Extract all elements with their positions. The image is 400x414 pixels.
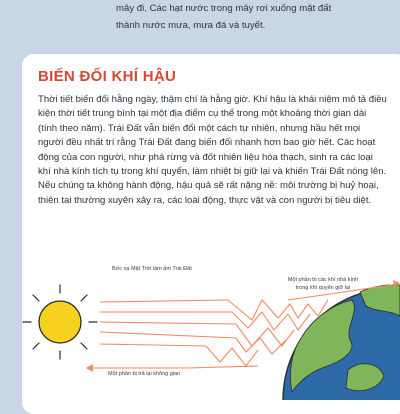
arrow-reflected-out	[90, 366, 258, 368]
label-sun-rays: Bức xạ Mặt Trời làm ấm Trái Đất	[112, 266, 192, 272]
section-title: BIẾN ĐỔI KHÍ HẬU	[38, 68, 177, 85]
intro-line-1: mây đi. Các hạt nước trong mây rơi xuống mặt đất	[116, 3, 332, 14]
arrowhead-left-icon	[86, 364, 93, 372]
arrow-absorbed-1	[100, 322, 294, 346]
arrow-reflected-source	[100, 344, 258, 366]
arrow-trapped-1	[100, 300, 328, 320]
label-trapped: Một phần bị các khí nhà kính trong khí quyển giữ lại	[287, 277, 359, 291]
section-paragraph: Thời tiết biến đổi hằng ngày, thậm chí là hằng giờ. Khí hậu là khái niệm mô tả điều kiện thời tiết trung bình tại một địa điểm cụ thể trong một khoảng thời gian dài (tính theo năm). Trái Đất vẫn biến đổi một cách tự nhiên, nhưng hầu hết mọi người đều nhất trí rằng Trái Đất đang biến đổi nhanh hơn bao giờ hết. Các hoạt động của con người, như phá rừng và đốt nhiên liệu hóa thạch, sinh ra các loại khí nhà kính tích tụ trong khí quyển, làm nhiệt bị giữ lại và khiến Trái Đất nóng lên. Nếu chúng ta không hành động, hậu quả sẽ rất nặng nề: môi trường bị huỷ hoại, thiên tai thường xuyên xảy ra, các loài động, thực vật và con người bị tiêu diệt.	[38, 94, 387, 206]
sun-icon	[23, 285, 97, 359]
earth-illustration	[283, 285, 400, 400]
arrow-trapped-2	[100, 312, 310, 330]
intro-line-2: thành nước mưa, mưa đá và tuyết.	[116, 20, 266, 31]
label-reflected: Một phần bị trả lại không gian	[108, 371, 181, 377]
